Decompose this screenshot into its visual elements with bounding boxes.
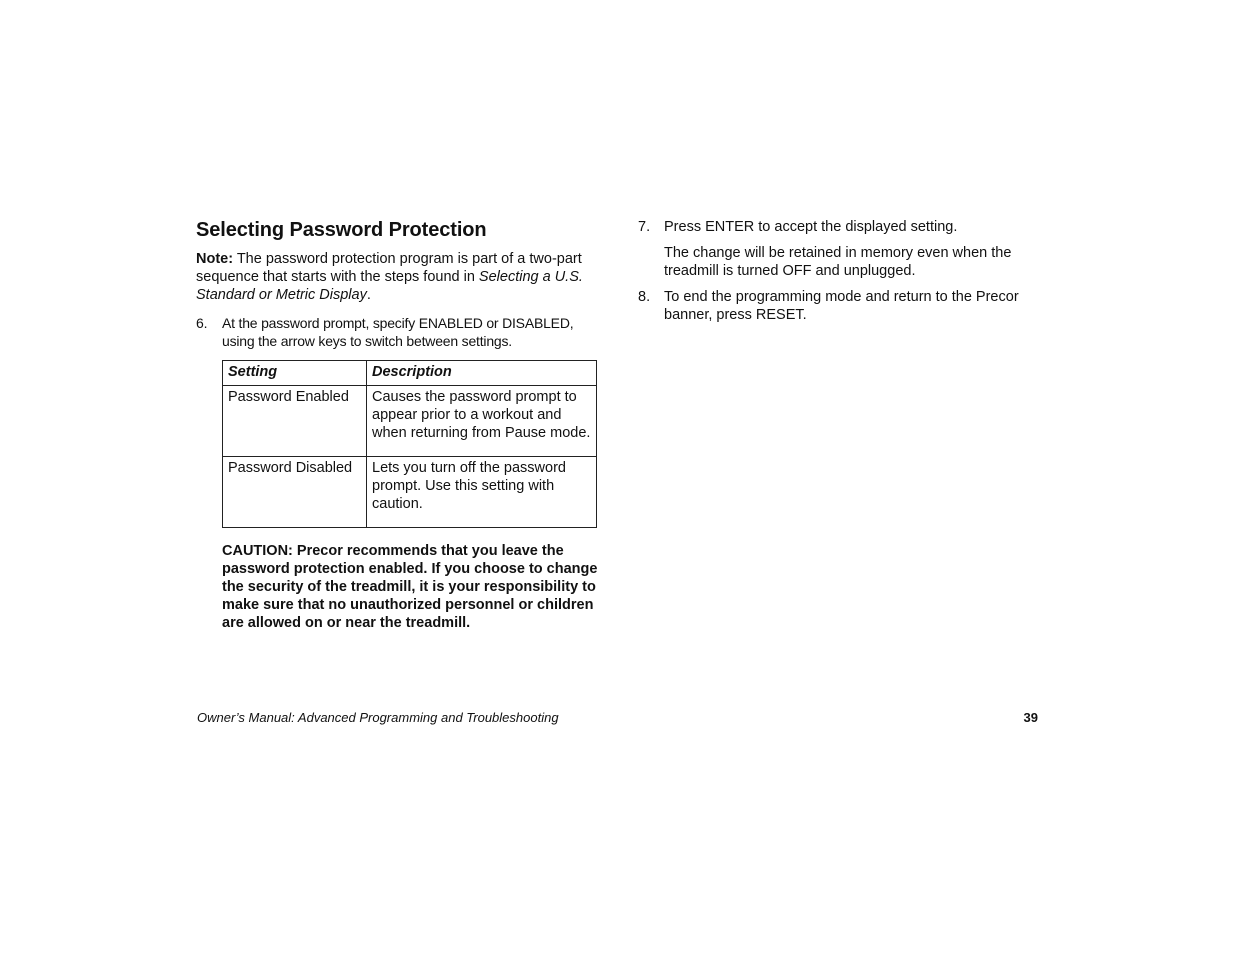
note-reference: Selecting a U.S. Standard or Metric Display: [196, 269, 583, 303]
table-row: [223, 457, 597, 528]
step-6: [196, 314, 598, 350]
step-number: 6.: [196, 315, 208, 331]
right-column: [638, 218, 1038, 332]
step-text: At the password prompt, specify ENABLED or DISABLED, using the arrow keys to switch between settings.: [222, 315, 574, 349]
table-cell-setting: Password Enabled: [223, 386, 367, 457]
table-header-row: [223, 361, 597, 386]
step-text: Press ENTER to accept the displayed setting.: [664, 219, 958, 235]
page-number: 39: [1023, 710, 1038, 725]
caution-paragraph: CAUTION: Precor recommends that you leave the password protection enabled. If you choose to change the security of the treadmill, it is your responsibility to make sure that no unauthorized personnel or children are allowed on or near the treadmill.: [222, 543, 598, 631]
step-7-detail: The change will be retained in memory even when the treadmill is turned OFF and unplugged.: [664, 245, 1012, 279]
table-cell-description: Lets you turn off the password prompt. Use this setting with caution.: [367, 457, 597, 528]
step-7: [638, 218, 1038, 236]
step-text: To end the programming mode and return to the Precor banner, press RESET.: [664, 289, 1019, 323]
step-number: 8.: [638, 289, 651, 305]
table-header-setting: Setting: [223, 361, 367, 386]
step-number: 7.: [638, 219, 651, 235]
table-cell-description: Causes the password prompt to appear prior to a workout and when returning from Pause mode.: [367, 386, 597, 457]
note-paragraph: [196, 250, 598, 304]
table-row: [223, 386, 597, 457]
left-column: [196, 216, 598, 632]
settings-table: [222, 360, 597, 528]
footer-title: Owner’s Manual: Advanced Programming and Troubleshooting: [197, 710, 559, 725]
note-end: .: [366, 287, 371, 303]
table-header-description: Description: [367, 361, 597, 386]
table-cell-setting: Password Disabled: [223, 457, 367, 528]
section-title: Selecting Password Protection: [196, 219, 487, 241]
note-label: Note:: [196, 251, 234, 267]
step-8: [638, 288, 1038, 324]
note-text: The password protection program is part of a two-part sequence that starts with the steps found in: [196, 251, 582, 285]
